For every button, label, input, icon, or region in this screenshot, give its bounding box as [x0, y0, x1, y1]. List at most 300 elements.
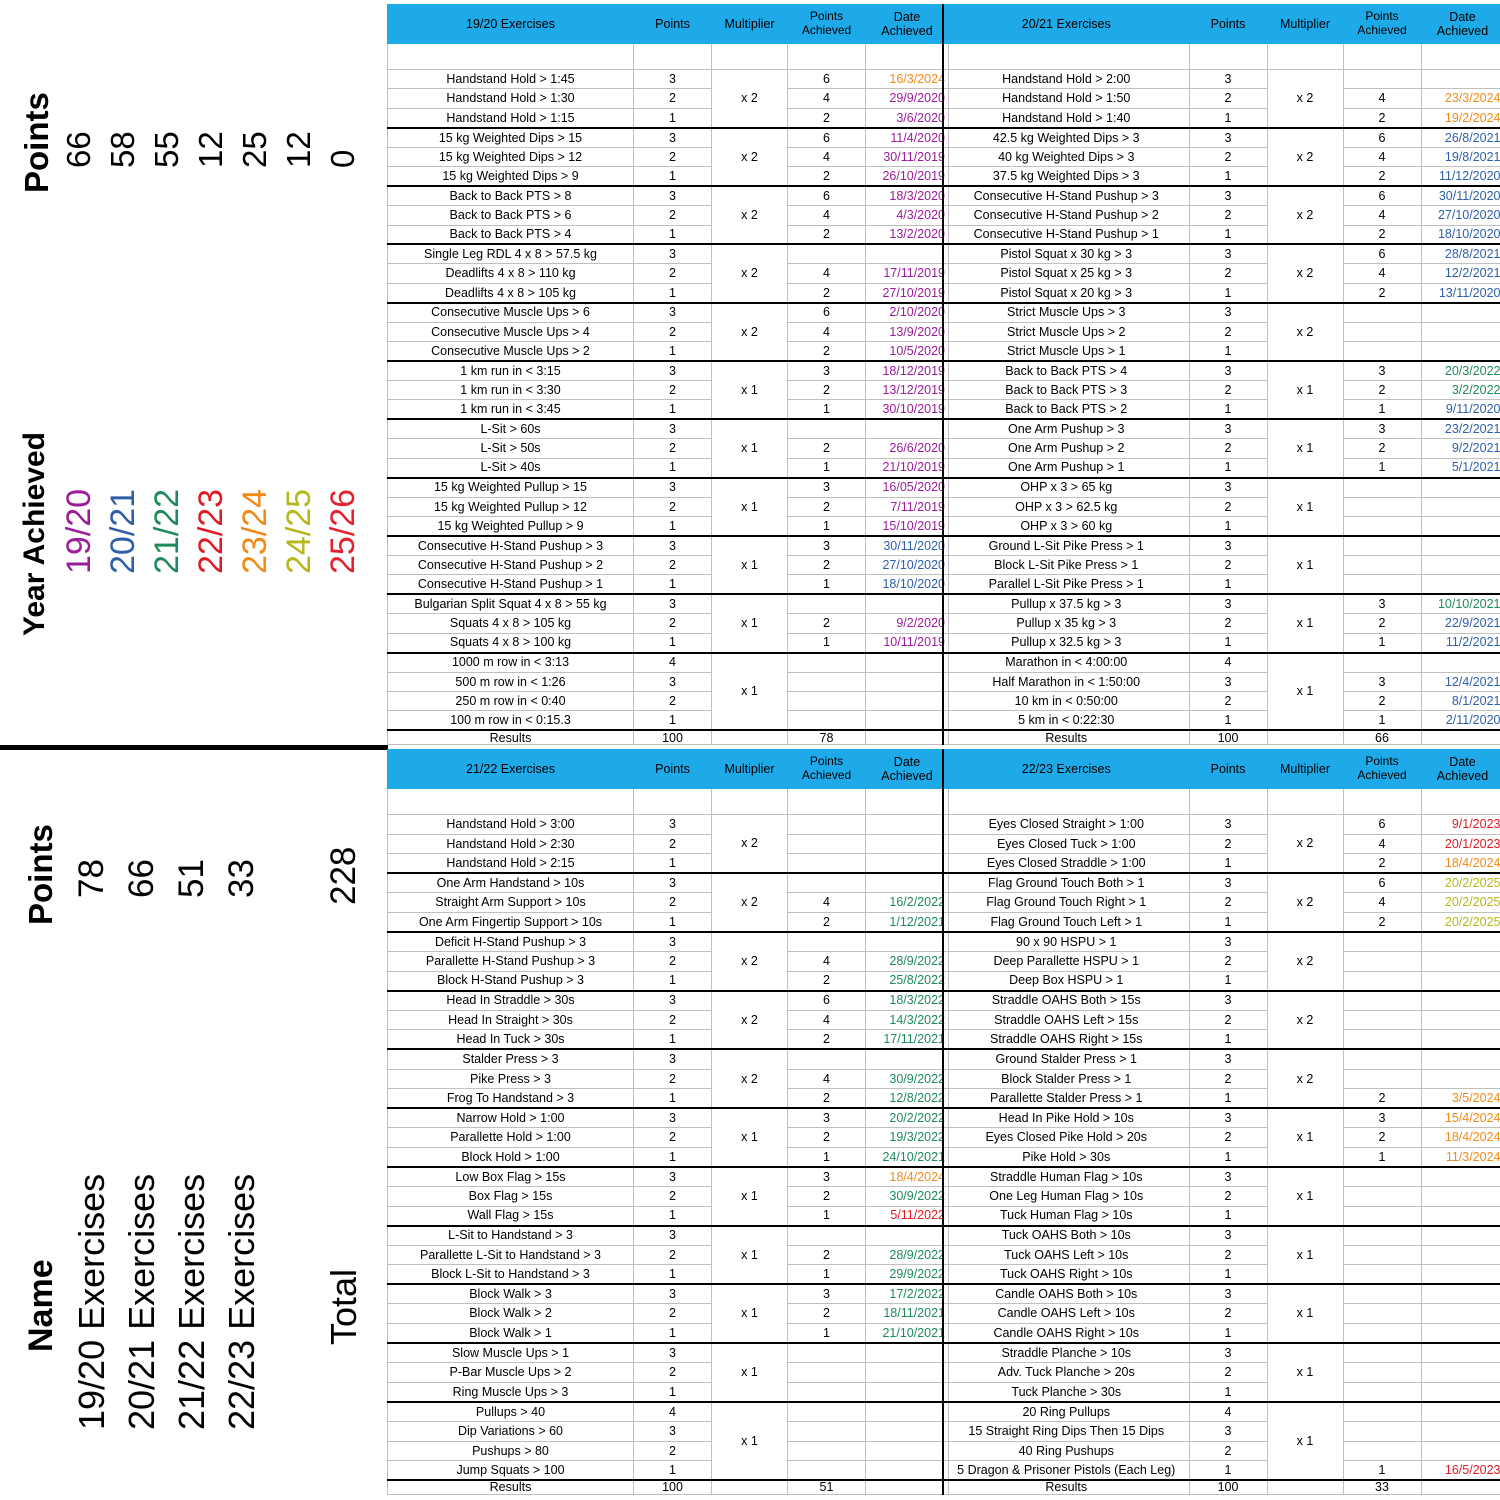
date-achieved-value: 14/3/2022 — [866, 1010, 949, 1030]
date-achieved-value: 20/2/2025 — [1421, 912, 1500, 932]
multiplier-value: x 2 — [712, 873, 788, 932]
table-row — [943, 1128, 1500, 1148]
points-achieved-value: 1 — [788, 1147, 866, 1167]
points-achieved-value: 4 — [788, 1069, 866, 1089]
exercise-name: Pistol Squat x 20 kg > 3 — [943, 283, 1189, 302]
results-points: 100 — [634, 1480, 712, 1495]
blank-cell — [788, 44, 866, 70]
points-value: 12 — [280, 131, 317, 168]
multiplier-value: x 2 — [712, 186, 788, 244]
exercise-name: Handstand Hold > 1:15 — [388, 108, 634, 127]
exercise-name: 90 x 90 HSPU > 1 — [943, 932, 1189, 952]
date-achieved-value: 10/5/2020 — [866, 342, 949, 361]
points-achieved-value — [788, 672, 866, 691]
points-value: 2 — [1189, 1069, 1267, 1089]
points-value: 2 — [1189, 614, 1267, 633]
points-value: 2 — [634, 381, 712, 400]
points-achieved-value: 2 — [1343, 1089, 1421, 1109]
exercise-table-20-21 — [942, 4, 1500, 745]
points-achieved-value: 2 — [788, 912, 866, 932]
points-achieved-value: 6 — [1343, 815, 1421, 835]
points-value: 1 — [1189, 1206, 1267, 1226]
table-title: 20/21 Exercises — [943, 5, 1189, 44]
blank-cell — [634, 44, 712, 70]
points-value: 3 — [634, 419, 712, 438]
table-row — [943, 932, 1500, 952]
points-value: 3 — [634, 70, 712, 89]
points-value: 2 — [634, 1363, 712, 1383]
points-value: 2 — [634, 1245, 712, 1265]
multiplier-value: x 2 — [712, 244, 788, 302]
points-achieved-value: 2 — [1343, 912, 1421, 932]
results-label: Results — [388, 1480, 634, 1495]
date-achieved-value: 16/3/2024 — [866, 70, 949, 89]
results-label: Results — [943, 1480, 1189, 1495]
table-row — [388, 1108, 949, 1128]
table-row — [943, 381, 1500, 400]
points-achieved-value: 4 — [788, 206, 866, 225]
points-value: 1 — [1189, 1265, 1267, 1285]
date-achieved-value: 28/8/2021 — [1421, 244, 1500, 263]
table-row — [388, 1461, 949, 1481]
blank-cell — [712, 44, 788, 70]
exercise-name: Box Flag > 15s — [388, 1186, 634, 1206]
exercise-name: Narrow Hold > 1:00 — [388, 1108, 634, 1128]
points-value: 3 — [1189, 361, 1267, 380]
exercise-name: Flag Ground Touch Right > 1 — [943, 893, 1189, 913]
points-achieved-value — [1343, 1245, 1421, 1265]
points-achieved-value — [788, 1343, 866, 1363]
multiplier-header: Multiplier — [1267, 750, 1343, 789]
results-empty — [712, 1480, 788, 1495]
results-empty — [1421, 1480, 1500, 1495]
points-value: 1 — [1189, 1324, 1267, 1344]
table-row — [388, 711, 949, 730]
points-value: 1 — [634, 1030, 712, 1050]
table-row — [943, 873, 1500, 893]
exercise-name: 1 km run in < 3:15 — [388, 361, 634, 380]
date-achieved-value: 13/11/2020 — [1421, 283, 1500, 302]
points-achieved-value — [1343, 1010, 1421, 1030]
points-achieved-value: 1 — [1343, 711, 1421, 730]
table-row — [388, 1206, 949, 1226]
exercise-name: Parallel L-Sit Pike Press > 1 — [943, 575, 1189, 594]
date-achieved-value: 4/3/2020 — [866, 206, 949, 225]
exercise-name: Strict Muscle Ups > 3 — [943, 303, 1189, 322]
date-achieved-value: 30/9/2022 — [866, 1186, 949, 1206]
points-value: 3 — [634, 536, 712, 555]
points-achieved-value: 1 — [788, 458, 866, 477]
table-row — [388, 70, 949, 89]
table-title: 22/23 Exercises — [943, 750, 1189, 789]
year-name: 20/21 Exercises — [121, 1173, 162, 1430]
multiplier-value: x 2 — [1267, 303, 1343, 361]
points-achieved-value — [1343, 517, 1421, 536]
points-achieved-value — [1343, 1226, 1421, 1246]
blank-cell — [712, 789, 788, 815]
points-value: 1 — [1189, 854, 1267, 874]
date-achieved-value — [1421, 1186, 1500, 1206]
date-achieved-value: 22/9/2021 — [1421, 614, 1500, 633]
table-row — [388, 1128, 949, 1148]
points-value: 2 — [634, 555, 712, 574]
exercise-name: Eyes Closed Tuck > 1:00 — [943, 834, 1189, 854]
table-row — [943, 536, 1500, 555]
points-value: 1 — [634, 1324, 712, 1344]
date-achieved-value: 27/10/2019 — [866, 283, 949, 302]
table-row — [388, 1010, 949, 1030]
table-row — [388, 89, 949, 108]
points-value: 1 — [634, 1265, 712, 1285]
date-achieved-value: 27/10/2020 — [1421, 206, 1500, 225]
points-achieved-value — [1343, 478, 1421, 497]
table-row — [388, 497, 949, 516]
multiplier-value: x 1 — [1267, 1226, 1343, 1285]
multiplier-value: x 2 — [1267, 932, 1343, 991]
table-row — [388, 932, 949, 952]
multiplier-value: x 2 — [712, 303, 788, 361]
date-achieved-value — [1421, 1343, 1500, 1363]
table-row — [943, 854, 1500, 874]
results-label: Results — [943, 730, 1189, 745]
points-value: 2 — [634, 1186, 712, 1206]
table-row — [943, 225, 1500, 244]
results-empty — [1421, 730, 1500, 745]
table-row — [388, 1421, 949, 1441]
points-achieved-value — [1343, 322, 1421, 341]
exercise-name: 15 kg Weighted Dips > 9 — [388, 167, 634, 186]
points-achieved-value — [1343, 1069, 1421, 1089]
points-achieved-value — [788, 1363, 866, 1383]
points-header: Points — [1189, 750, 1267, 789]
points-value: 3 — [1189, 1108, 1267, 1128]
table-row — [388, 555, 949, 574]
date-achieved-value: 3/2/2022 — [1421, 381, 1500, 400]
points-value: 1 — [634, 633, 712, 652]
exercise-name: Pullups > 40 — [388, 1402, 634, 1422]
table-row — [943, 1226, 1500, 1246]
year-name: 22/23 Exercises — [221, 1173, 262, 1430]
points-achieved-value: 1 — [788, 575, 866, 594]
table-row — [388, 303, 949, 322]
points-achieved-value: 1 — [788, 1265, 866, 1285]
table-row — [388, 225, 949, 244]
points-achieved-value — [1343, 1167, 1421, 1187]
points-achieved-value — [788, 1461, 866, 1481]
points-achieved-value: 2 — [788, 1128, 866, 1148]
exercise-name: Block Hold > 1:00 — [388, 1147, 634, 1167]
points-achieved-value: 6 — [788, 186, 866, 205]
exercise-name: Squats 4 x 8 > 105 kg — [388, 614, 634, 633]
date-achieved-value: 30/11/2020 — [1421, 186, 1500, 205]
points-value: 1 — [634, 1461, 712, 1481]
table-row — [943, 186, 1500, 205]
date-achieved-value: 30/11/2019 — [866, 147, 949, 166]
year-legend-25-26: 25/26 — [324, 488, 362, 574]
points-value: 1 — [1189, 458, 1267, 477]
year-legend-21-22: 21/22 — [148, 488, 186, 574]
multiplier-value: x 1 — [1267, 594, 1343, 652]
exercise-name: 37.5 kg Weighted Dips > 3 — [943, 167, 1189, 186]
date-achieved-value — [1421, 952, 1500, 972]
points-value: 25 — [236, 131, 273, 168]
exercise-name: Handstand Hold > 1:40 — [943, 108, 1189, 127]
exercise-name: Eyes Closed Pike Hold > 20s — [943, 1128, 1189, 1148]
points-value: 1 — [634, 854, 712, 874]
table-row — [943, 1363, 1500, 1383]
points-achieved-value: 2 — [788, 1245, 866, 1265]
date-achieved-value — [866, 1343, 949, 1363]
date-achieved-value: 12/8/2022 — [866, 1089, 949, 1109]
exercise-name: 40 Ring Pushups — [943, 1441, 1189, 1461]
table-row — [388, 439, 949, 458]
exercise-name: Bulgarian Split Squat 4 x 8 > 55 kg — [388, 594, 634, 613]
exercise-name: Consecutive H-Stand Pushup > 2 — [943, 206, 1189, 225]
points-achieved-value: 1 — [1343, 1147, 1421, 1167]
multiplier-value: x 1 — [1267, 1343, 1343, 1402]
table-row — [388, 672, 949, 691]
points-achieved-value: 1 — [1343, 400, 1421, 419]
date-achieved-value — [866, 711, 949, 730]
points-value: 2 — [634, 322, 712, 341]
points-achieved-value — [788, 711, 866, 730]
date-achieved-value: 18/10/2020 — [866, 575, 949, 594]
date-achieved-value — [866, 653, 949, 672]
multiplier-value: x 2 — [712, 70, 788, 128]
date-achieved-value — [1421, 1402, 1500, 1422]
multiplier-value: x 1 — [712, 1108, 788, 1167]
multiplier-value: x 2 — [712, 128, 788, 186]
points-value: 3 — [1189, 1167, 1267, 1187]
points-value: 3 — [1189, 991, 1267, 1011]
date-achieved-value — [1421, 932, 1500, 952]
results-empty — [866, 730, 949, 745]
points-value: 4 — [1189, 1402, 1267, 1422]
points-achieved-value: 2 — [1343, 692, 1421, 711]
blank-cell — [1267, 44, 1343, 70]
points-value: 2 — [1189, 555, 1267, 574]
multiplier-header: Multiplier — [1267, 5, 1343, 44]
exercise-name: Tuck OAHS Right > 10s — [943, 1265, 1189, 1285]
year-legend-22-23: 22/23 — [192, 488, 230, 574]
points-label: Points — [18, 92, 55, 193]
points-value: 1 — [1189, 1089, 1267, 1109]
exercise-name: Parallette H-Stand Pushup > 3 — [388, 952, 634, 972]
table-row — [388, 244, 949, 263]
points-value: 3 — [1189, 672, 1267, 691]
table-row — [388, 1245, 949, 1265]
points-achieved-value: 2 — [1343, 167, 1421, 186]
points-value: 12 — [192, 131, 229, 168]
date-achieved-value — [866, 854, 949, 874]
blank-cell — [1421, 44, 1500, 70]
exercise-name: Ground Stalder Press > 1 — [943, 1049, 1189, 1069]
points-value: 3 — [1189, 1284, 1267, 1304]
date-achieved-value: 26/8/2021 — [1421, 128, 1500, 147]
exercise-name: OHP x 3 > 62.5 kg — [943, 497, 1189, 516]
table-row — [943, 167, 1500, 186]
table-row — [388, 952, 949, 972]
exercise-name: P-Bar Muscle Ups > 2 — [388, 1363, 634, 1383]
multiplier-value: x 1 — [1267, 653, 1343, 731]
exercise-name: Block Walk > 3 — [388, 1284, 634, 1304]
exercise-name: Consecutive H-Stand Pushup > 3 — [943, 186, 1189, 205]
exercise-name: One Leg Human Flag > 10s — [943, 1186, 1189, 1206]
exercise-name: Marathon in < 4:00:00 — [943, 653, 1189, 672]
points-value: 3 — [1189, 1343, 1267, 1363]
results-empty — [1267, 1480, 1343, 1495]
points-value: 3 — [634, 815, 712, 835]
points-value: 1 — [634, 458, 712, 477]
points-achieved-value: 4 — [788, 147, 866, 166]
points-achieved-value — [788, 815, 866, 835]
points-achieved-value — [788, 692, 866, 711]
exercise-name: 20 Ring Pullups — [943, 1402, 1189, 1422]
points-achieved-value — [788, 1402, 866, 1422]
points-achieved-value — [788, 854, 866, 874]
points-value: 2 — [634, 1128, 712, 1148]
table-row — [388, 1069, 949, 1089]
points-value: 3 — [1189, 244, 1267, 263]
points-achieved-value: 2 — [788, 614, 866, 633]
points-achieved-value: 1 — [1343, 633, 1421, 652]
date-achieved-value — [866, 594, 949, 613]
date-achieved-value — [866, 815, 949, 835]
table-row — [943, 419, 1500, 438]
points-achieved-value: 3 — [788, 478, 866, 497]
points-value: 1 — [1189, 1461, 1267, 1481]
exercise-name: L-Sit > 60s — [388, 419, 634, 438]
date-achieved-value — [1421, 653, 1500, 672]
points-achieved-value: 3 — [788, 1108, 866, 1128]
points-achieved-value: 1 — [788, 517, 866, 536]
points-achieved-value: 2 — [788, 167, 866, 186]
points-value: 3 — [1189, 932, 1267, 952]
exercise-name: Back to Back PTS > 8 — [388, 186, 634, 205]
blank-cell — [1267, 789, 1343, 815]
points-achieved-value — [1343, 1265, 1421, 1285]
date-achieved-value: 18/3/2022 — [866, 991, 949, 1011]
date-achieved-value: 5/1/2021 — [1421, 458, 1500, 477]
exercise-name: Handstand Hold > 1:30 — [388, 89, 634, 108]
points-achieved-value: 2 — [1343, 225, 1421, 244]
multiplier-value: x 1 — [1267, 536, 1343, 594]
points-value: 3 — [634, 244, 712, 263]
table-row — [943, 1343, 1500, 1363]
multiplier-value: x 2 — [1267, 873, 1343, 932]
table-row — [943, 912, 1500, 932]
points-value: 2 — [1189, 1245, 1267, 1265]
exercise-name: Head In Straight > 30s — [388, 1010, 634, 1030]
table-row — [943, 1284, 1500, 1304]
multiplier-value: x 2 — [712, 991, 788, 1050]
date-achieved-value: 18/11/2021 — [866, 1304, 949, 1324]
table-row — [943, 342, 1500, 361]
table-row — [388, 1402, 949, 1422]
date-achieved-value: 21/10/2021 — [866, 1324, 949, 1344]
points-value: 3 — [634, 1108, 712, 1128]
date-achieved-value: 19/2/2024 — [1421, 108, 1500, 127]
table-row — [943, 361, 1500, 380]
multiplier-value: x 1 — [1267, 478, 1343, 536]
exercise-name: Straddle OAHS Left > 15s — [943, 1010, 1189, 1030]
multiplier-value: x 2 — [712, 932, 788, 991]
table-row — [388, 264, 949, 283]
table-row — [388, 815, 949, 835]
date-achieved-value: 8/1/2021 — [1421, 692, 1500, 711]
multiplier-value: x 1 — [1267, 361, 1343, 419]
multiplier-value: x 1 — [1267, 419, 1343, 477]
points-achieved-value — [1343, 575, 1421, 594]
exercise-table-22-23 — [942, 749, 1500, 1495]
date-achieved-header: Date Achieved — [866, 5, 949, 44]
points-achieved-value: 1 — [788, 400, 866, 419]
date-achieved-value — [1421, 1226, 1500, 1246]
points-value: 3 — [1189, 303, 1267, 322]
table-row — [943, 1461, 1500, 1481]
points-value: 1 — [1189, 342, 1267, 361]
points-achieved-value: 6 — [1343, 186, 1421, 205]
points-achieved-value — [1343, 932, 1421, 952]
date-achieved-value: 17/11/2021 — [866, 1030, 949, 1050]
exercise-name: 15 Straight Ring Dips Then 15 Dips — [943, 1421, 1189, 1441]
multiplier-header: Multiplier — [712, 750, 788, 789]
date-achieved-value — [866, 834, 949, 854]
exercise-name: 15 kg Weighted Pullup > 15 — [388, 478, 634, 497]
points-achieved-value — [1343, 1284, 1421, 1304]
points-value: 1 — [1189, 1030, 1267, 1050]
section-divider — [0, 745, 388, 750]
table-row — [943, 594, 1500, 613]
points-value: 2 — [634, 1304, 712, 1324]
points-achieved-value: 4 — [788, 89, 866, 108]
points-value: 1 — [634, 1206, 712, 1226]
points-value: 3 — [1189, 873, 1267, 893]
table-row — [943, 1069, 1500, 1089]
multiplier-value: x 1 — [712, 1343, 788, 1402]
date-achieved-value: 23/3/2024 — [1421, 89, 1500, 108]
points-achieved-value: 3 — [788, 1167, 866, 1187]
exercise-table-21-22 — [387, 749, 949, 1495]
exercise-name: 40 kg Weighted Dips > 3 — [943, 147, 1189, 166]
blank-cell — [866, 44, 949, 70]
points-value: 1 — [634, 1089, 712, 1109]
points-value: 3 — [1189, 1049, 1267, 1069]
date-achieved-value: 29/9/2020 — [866, 89, 949, 108]
table-row — [943, 1245, 1500, 1265]
points-achieved-value: 2 — [788, 225, 866, 244]
exercise-name: Pullup x 35 kg > 3 — [943, 614, 1189, 633]
table-row — [388, 614, 949, 633]
points-value: 3 — [1189, 594, 1267, 613]
points-achieved-value — [1343, 1030, 1421, 1050]
points-value: 4 — [634, 1402, 712, 1422]
date-achieved-value: 20/1/2023 — [1421, 834, 1500, 854]
exercise-name: Candle OAHS Right > 10s — [943, 1324, 1189, 1344]
date-achieved-value: 16/05/2020 — [866, 478, 949, 497]
points-achieved-value: 4 — [788, 322, 866, 341]
name-label: Name — [22, 1259, 60, 1352]
date-achieved-value — [1421, 1010, 1500, 1030]
points-achieved-value: 2 — [788, 381, 866, 400]
exercise-name: Handstand Hold > 2:30 — [388, 834, 634, 854]
table-row — [943, 1089, 1500, 1109]
table-row — [388, 834, 949, 854]
date-achieved-value: 18/10/2020 — [1421, 225, 1500, 244]
table-row — [388, 1030, 949, 1050]
date-achieved-value: 27/10/2020 — [866, 555, 949, 574]
table-row — [388, 419, 949, 438]
